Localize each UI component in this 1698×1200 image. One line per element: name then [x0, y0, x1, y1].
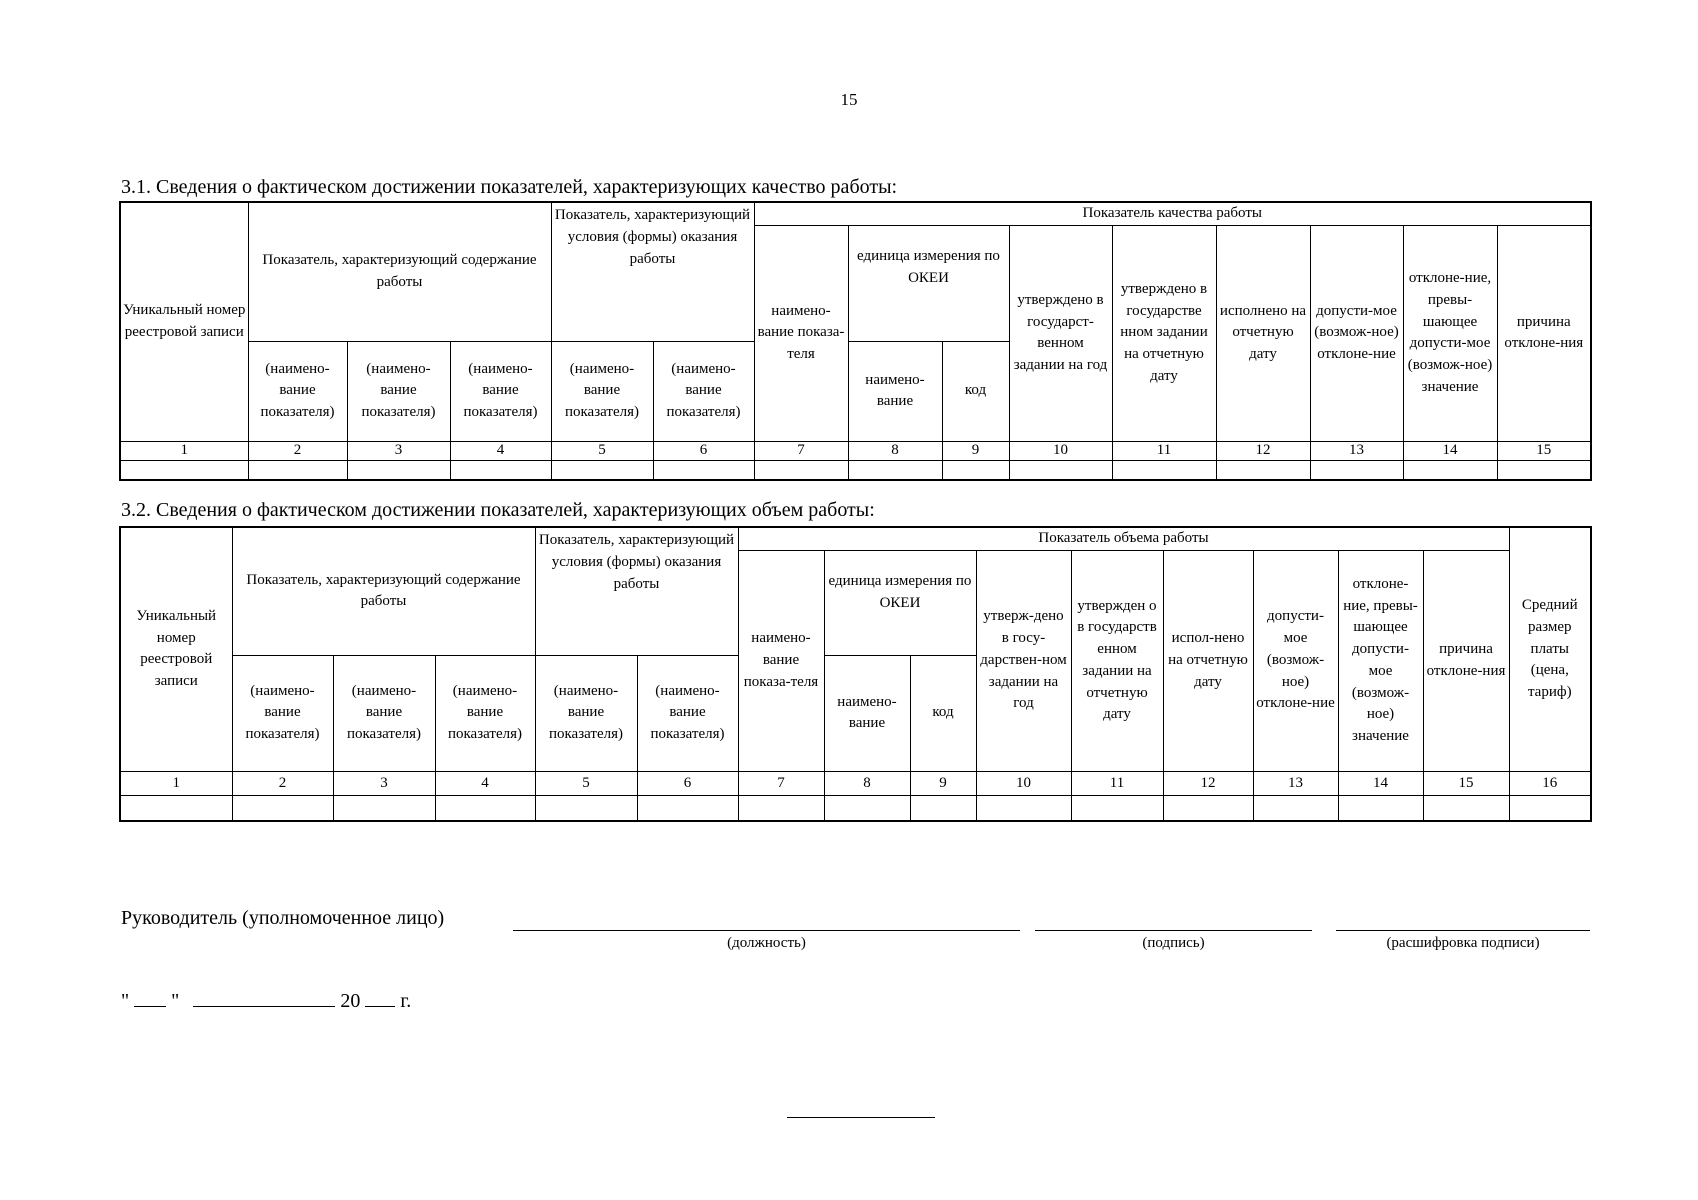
signature-caption: (подпись) — [1142, 935, 1205, 951]
header-unit-code: код — [942, 341, 1009, 441]
date-century: 20 — [340, 990, 361, 1012]
header-approved-year: утверж-дено в госу-дарствен-ном задании на год — [976, 550, 1071, 771]
table-cell — [1071, 795, 1163, 821]
header-registry-number: Уникальный номер реестровой записи — [120, 527, 232, 771]
table-cell — [232, 795, 333, 821]
header-content-indicator: Показатель, характеризующий содержание работы — [248, 202, 551, 341]
date-year-blank[interactable] — [365, 990, 395, 1007]
header-unit-name: наимено-вание — [848, 341, 942, 441]
header-unit-okei: единица измерения по ОКЕИ — [848, 225, 1009, 341]
header-conditions-indicator: Показатель, характеризующий условия (формы) оказания работы — [551, 202, 754, 341]
header-volume-group: Показатель объема работы — [738, 527, 1509, 550]
header-allowed-deviation: допусти-мое (возмож-ное) отклоне-ние — [1310, 225, 1403, 441]
column-number: 8 — [848, 441, 942, 460]
table-cell — [1112, 460, 1216, 480]
header-sub-indicator-2: (наимено-вание показателя) — [347, 341, 450, 441]
header-sub-indicator-4: (наимено-вание показателя) — [535, 655, 637, 771]
table-cell — [248, 460, 347, 480]
column-number: 5 — [535, 771, 637, 795]
section-32-title: 3.2. Сведения о фактическом достижении показателей, характеризующих объем работы: — [121, 499, 875, 521]
table-cell — [1253, 795, 1338, 821]
column-number: 9 — [942, 441, 1009, 460]
header-sub-indicator-3: (наимено-вание показателя) — [435, 655, 535, 771]
quality-indicators-table — [119, 201, 1592, 481]
header-content-indicator: Показатель, характеризующий содержание работы — [232, 527, 535, 655]
column-number: 10 — [976, 771, 1071, 795]
header-exceeding-deviation: отклоне-ние, превы-шающее допусти-мое (возмож-ное) значение — [1403, 225, 1497, 441]
column-number: 13 — [1253, 771, 1338, 795]
table-cell — [1423, 795, 1509, 821]
table-cell — [1216, 460, 1310, 480]
date-day-blank[interactable] — [134, 990, 166, 1007]
header-sub-indicator-2: (наимено-вание показателя) — [333, 655, 435, 771]
column-number: 4 — [450, 441, 551, 460]
column-number: 7 — [738, 771, 824, 795]
table-cell — [738, 795, 824, 821]
table-cell — [824, 795, 910, 821]
table-cell — [120, 795, 232, 821]
table-cell — [333, 795, 435, 821]
header-allowed-deviation: допусти-мое (возмож-ное) отклоне-ние — [1253, 550, 1338, 771]
date-line — [121, 990, 411, 1013]
header-sub-indicator-5: (наимено-вание показателя) — [637, 655, 738, 771]
header-indicator-name: наимено-вание показа-теля — [754, 225, 848, 441]
column-number: 15 — [1423, 771, 1509, 795]
column-number: 9 — [910, 771, 976, 795]
column-number: 4 — [435, 771, 535, 795]
table-cell — [942, 460, 1009, 480]
header-deviation-reason: причина отклоне-ния — [1423, 550, 1509, 771]
column-number: 3 — [347, 441, 450, 460]
position-line[interactable] — [513, 930, 1020, 931]
header-sub-indicator-4: (наимено-вание показателя) — [551, 341, 653, 441]
footer-rule — [787, 1117, 935, 1118]
signature-label: Руководитель (уполномоченное лицо) — [121, 907, 445, 929]
table-cell — [1310, 460, 1403, 480]
header-registry-number: Уникальный номер реестровой записи — [120, 202, 248, 441]
header-sub-indicator-3: (наимено-вание показателя) — [450, 341, 551, 441]
header-executed: испол-нено на отчетную дату — [1163, 550, 1253, 771]
column-number: 2 — [248, 441, 347, 460]
table-cell — [1403, 460, 1497, 480]
table-cell — [653, 460, 754, 480]
signature-decoding-caption: (расшифровка подписи) — [1386, 935, 1540, 951]
column-number: 3 — [333, 771, 435, 795]
table-cell — [435, 795, 535, 821]
header-approved-date: утвержден о в государств енном задании на отчетную дату — [1071, 550, 1163, 771]
table-cell — [347, 460, 450, 480]
date-month-blank[interactable] — [193, 990, 335, 1007]
header-approved-year: утверждено в государст-венном задании на год — [1009, 225, 1112, 441]
table-cell — [1009, 460, 1112, 480]
column-number: 6 — [653, 441, 754, 460]
column-number: 5 — [551, 441, 653, 460]
header-sub-indicator-1: (наимено-вание показателя) — [232, 655, 333, 771]
header-conditions-indicator: Показатель, характеризующий условия (формы) оказания работы — [535, 527, 738, 655]
header-sub-indicator-1: (наимено-вание показателя) — [248, 341, 347, 441]
header-quality-group: Показатель качества работы — [754, 202, 1591, 225]
table-row — [120, 460, 1591, 480]
header-unit-code: код — [910, 655, 976, 771]
column-number: 1 — [120, 771, 232, 795]
column-number: 14 — [1338, 771, 1423, 795]
header-indicator-name: наимено-вание показа-теля — [738, 550, 824, 771]
table-cell — [1509, 795, 1591, 821]
header-unit-name: наимено-вание — [824, 655, 910, 771]
header-unit-okei: единица измерения по ОКЕИ — [824, 550, 976, 655]
column-number: 11 — [1112, 441, 1216, 460]
table-cell — [637, 795, 738, 821]
column-number: 10 — [1009, 441, 1112, 460]
table-cell — [1338, 795, 1423, 821]
column-number: 16 — [1509, 771, 1591, 795]
table-cell — [754, 460, 848, 480]
column-number: 6 — [637, 771, 738, 795]
column-number: 8 — [824, 771, 910, 795]
column-number: 15 — [1497, 441, 1591, 460]
column-number: 14 — [1403, 441, 1497, 460]
header-executed: исполнено на отчетную дату — [1216, 225, 1310, 441]
column-number: 2 — [232, 771, 333, 795]
column-number: 12 — [1163, 771, 1253, 795]
table-cell — [551, 460, 653, 480]
position-caption: (должность) — [727, 935, 806, 951]
table-cell — [848, 460, 942, 480]
signature-line[interactable] — [1035, 930, 1312, 931]
table-cell — [976, 795, 1071, 821]
header-average-fee: Средний размер платы (цена, тариф) — [1509, 527, 1591, 771]
section-31-title: 3.1. Сведения о фактическом достижении показателей, характеризующих качество работы: — [121, 176, 898, 198]
column-number: 12 — [1216, 441, 1310, 460]
signature-decoding-line[interactable] — [1336, 930, 1590, 931]
column-number: 11 — [1071, 771, 1163, 795]
table-cell — [120, 460, 248, 480]
table-cell — [1497, 460, 1591, 480]
header-deviation-reason: причина отклоне-ния — [1497, 225, 1591, 441]
table-row — [120, 795, 1591, 821]
table-cell — [910, 795, 976, 821]
page-number: 15 — [840, 90, 858, 109]
column-number: 13 — [1310, 441, 1403, 460]
date-open-quote: " — [121, 990, 130, 1012]
date-close-quote: " — [171, 990, 180, 1012]
header-exceeding-deviation: отклоне-ние, превы-шающее допусти-мое (возмож-ное) значение — [1338, 550, 1423, 771]
table-cell — [535, 795, 637, 821]
table-cell — [450, 460, 551, 480]
table-cell — [1163, 795, 1253, 821]
column-number: 7 — [754, 441, 848, 460]
column-number: 1 — [120, 441, 248, 460]
volume-indicators-table — [119, 526, 1592, 822]
date-year-suffix: г. — [400, 990, 412, 1012]
header-sub-indicator-5: (наимено-вание показателя) — [653, 341, 754, 441]
header-approved-date: утверждено в государстве нном задании на отчетную дату — [1112, 225, 1216, 441]
